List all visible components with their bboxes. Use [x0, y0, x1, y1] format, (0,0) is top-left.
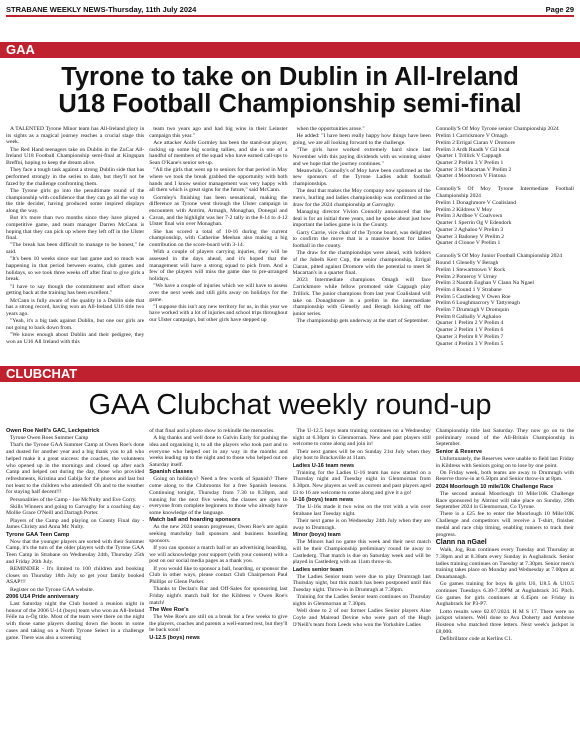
fixture-list — [436, 260, 574, 347]
paragraph: With a couple of players carrying injuries, they will be assessed in the days ahead, and it's hoped that the management will have a strong squad to pick from. And a few of the players will miss the game due to pre-arranged holidays. — [149, 249, 288, 282]
paragraph: The second annual Moorlough 10 Mile/10K Challenge Race sponsored by Abtrust will take place on Sunday, 29th September 2024 in Glenmornan, Co Tyrone. — [435, 490, 574, 511]
page-number: Page 29 — [545, 4, 574, 14]
gaa-section-label: GAA — [6, 42, 35, 57]
fixture-line: Round 1 Glenelly V Beragh — [435, 260, 499, 267]
paragraph: Register on the Tyrone GAA website. — [10, 586, 95, 593]
clubchat-section-label: CLUBCHAT — [6, 366, 78, 381]
fixture-line: Prelim 2 Errigal Ciaran V Dromore — [435, 139, 515, 146]
paragraph: Meanwhile, Connolly's of Moy have been confirmed as the new sponsors of the Tyrone Ladies adult football championships. — [292, 167, 431, 188]
paragraph: Walk, Jog, Run continues every Tuesday and Thursday at 7.30pm and at 8.30am every Sunday in Aughabrack. Senior ladies training continues on Tuesday at 7.30pm. Senior men's training takes place on Monday and Wednesday at 7.00pm at Dunamanagh. — [435, 547, 574, 581]
subheading: Minor (boys) team — [292, 532, 341, 539]
gaa-column-1 — [6, 126, 144, 362]
paragraph: The deal that makes the Moy company now sponsors of the men's, hurling and ladies championship was confirmed at the draw for the 2024 championship at Garvaghy. — [292, 188, 431, 208]
fixture-line: Prelim 2 Pomeroy V Urney — [435, 273, 498, 280]
fixture-line: Quarter 3 Badoney V Prelim 2 — [435, 233, 505, 240]
clubchat-section-band — [0, 366, 580, 382]
paragraph: Their next games will be on Sunday 21st July when they play host to Brackaville at 11am. — [292, 448, 431, 462]
paragraph: That's the Tyrone GAA Summer Camp at Owen Roe's done and dusted for another year and a big thank you to all who helped make it a great success: the coaches, the volunteers who opened up in the mornings and closed up after each Camp and helped out during the day, those who provided refreshments, Kristina and Gabija for the photos and last but not least to the children who attended! Oh and to the weather for staying half decent!!! — [6, 442, 145, 496]
paragraph: "I suppose this isn't any new territory for us, in this year we have worked with a lot of injuries and school trips throughout our Ulster campaign, but other girls have stepped up — [149, 303, 288, 324]
fixture-line: Quarter 1 Sperrin Og V Edendork — [435, 220, 512, 227]
fixture-line: Prelim 8 Galbally V Aghaloo — [435, 313, 502, 320]
subheading: Senior & Reserve — [435, 448, 483, 455]
paragraph: A TALENTED Tyrone Minor team has All-Ireland glory in its sights as a magical journey reaches a crucial stage this week. — [6, 126, 145, 146]
paragraph: Go games training for boys & girls U6, U8.5 & U10.5 continues Tuesdays 6.30-7.30PM at Aughabrack 3G Pitch. Go games for girls continues at 6.45pm on Friday in Aughabrack for P3-P7. — [435, 581, 574, 608]
paragraph: "I have to say though the commitment and effort since getting back at the training has been excellent." — [6, 283, 145, 297]
gaa-column-2 — [149, 126, 287, 362]
paragraph: Going on holidays? Need a few words of Spanish? There come along to the Clubrooms for a free Spanish lessons. Continuing tonight, Thursday from 7.30 to 8.30pm, and running for the next five weeks, the classes are open to everyone from complete beginners to those who already have some knowledge of the language. — [149, 476, 288, 516]
paragraph: Lotto results were 02.07/2024. H M S 17. There were no jackpot winners. Well done to Ava Doherty and Ambrose Hosteon who matched three letters. Next week's jackpot is £8,000. — [435, 608, 574, 635]
paragraph: Last Saturday night the Club hosted a reunion night in honour of the 2006 U-14 (boys) team who won an All-Ireland Féile na n-Óg title. Most of the team were there on the night with those same players dusting down the boots in some cases and taking on a North Tyrone Select in a challenge game. There was also a screening — [6, 601, 145, 641]
fixture-list — [436, 133, 574, 180]
paragraph: Skills Winners and going to Garvaghy for a coaching day - Mollie Grace O'Neill and Darragh Porter. — [6, 503, 145, 517]
gaa-column-4-fixtures — [436, 126, 574, 362]
paragraph: Tyrone Owen Roes Summer Camp — [10, 435, 89, 442]
masthead-title: STRABANE WEEKLY NEWS-Thursday, 11th July 2024 — [6, 4, 197, 14]
fixture-list — [436, 200, 574, 247]
fixture-line: Prelim 2 Kildress V Moy — [435, 206, 493, 213]
paragraph: The draw for the championships were ahead, with holders of the Jubelh Kerr Cup, the senior championship, Errigal Ciaran, pitted against Dromore with the potential to meet St Macartan's in a quarter final. — [292, 250, 431, 277]
paragraph: But it's more than two months since they have played a competitive game, and team manager Darren McCann is hoping that they can pick up where they left off in the Ulster final. — [6, 215, 145, 242]
paragraph: The Ladies Senior team were due to play Drumragh last Thursday night, but this match has been postponed until this Tuesday night. Throw-in in Drumragh at 7.30pm. — [292, 573, 431, 594]
clubchat-column-4 — [436, 428, 574, 733]
paragraph: Championship title last Saturday. They now go on to the preliminary round of the All-Britain Championship in September. — [435, 428, 574, 448]
paragraph: Defibrillator code at Kerlins C1. — [439, 635, 513, 642]
fixture-line: Quarter 1 Trillick V Cappagh — [435, 153, 502, 160]
paragraph: The U-12.5 boys team training continues on a Wednesday night at 6.30pm in Glenmornan. New and past players still welcome to come along and join in! — [292, 428, 431, 448]
fixture-line: Prelim 7 Drumragh V Dromquin — [435, 307, 509, 314]
subheading: Ladies U-16 team news — [292, 462, 355, 469]
fixture-line: Prelim 1 Carrickmore V Omagh — [435, 133, 508, 140]
paragraph: McCann is fully aware of the quality in a Dublin side that has a strong record, having won an All-Ireland U16 title two years ago. — [6, 297, 145, 317]
fixture-line: Quarter 4 Moortown V Fintona — [435, 173, 506, 180]
paragraph: Personalities of the Camp - Joe McNulty and Eve Corry. — [10, 496, 137, 503]
fixture-line: Prelim 6 Loughmacrory V Tattyreagh — [435, 300, 520, 307]
gaa-headline-line2: U18 Football Championship semi-final — [58, 90, 522, 118]
paragraph: As the new 2024 season progresses, Owen Roe's are again seeking matchday ball sponsors and business hoarding sponsors. — [149, 524, 288, 544]
fixture-line: Quarter 2 Prelim 1 V Prelim 6 — [435, 327, 504, 334]
gaa-headline-line1: Tyrone to take on Dublin in All-Ireland — [61, 63, 519, 91]
paragraph: "The break has been difficult to manage to be honest," he said. — [6, 242, 145, 256]
paragraph: "It's been 10 weeks since our last game and so much was happening in that period between exams, club games and holidays, so we took three weeks off after final to give girls a break. — [6, 256, 145, 283]
paragraph: Players of the Camp and playing on County Final day - James Christy and Anna Mc Nulty. — [6, 517, 145, 531]
gaa-section-band — [0, 42, 580, 58]
paragraph: She has scored a total of 10-16 during the current championship, with Catherine Meehan also making a big contribution on the score-board with 3-14. — [149, 228, 288, 248]
fixture-line: Prelim 5 Castlederg V Owen Roe — [435, 293, 511, 300]
paragraph: The Minors had no game this week and their next match will be their Championship preliminary round tie away to Castlederg. That match is due on Saturday week and will be played in Castlederg with an 11am throw-in. — [292, 539, 431, 566]
paragraph: The Wee Roe's are still on a break for a few weeks to give the players, coaches and parents a well-earned rest, but they'll be back soon! — [149, 613, 288, 634]
paragraph: Garry Carrie, vice chair of the Tyrone board, was delighted to confirm the move that is a massive boost for ladies football in the county. — [292, 229, 431, 249]
subheading: 2024 Moorlough 10 mile/10k Challenge Race — [435, 483, 554, 490]
gaa-column-3 — [293, 126, 431, 362]
paragraph: Training for the Ladies U-16 team has now started on a Thursday night and Tuesday night in Glenmornan from 6.30pm. New players as well as current and past players aged 13 to 16 are welcome to come along and give it a go! — [292, 469, 431, 496]
masthead-rule — [6, 15, 574, 17]
clubchat-article — [6, 428, 574, 733]
subheading: U-16 (boys) team news — [292, 497, 354, 504]
paragraph: "All the girls that went up to seniors for that period in May where we took the break grabbed the opportunity with both hands and I know senior management was very happy with all them which is great signs for the future," said McCann. — [149, 167, 288, 194]
clubchat-column-2 — [149, 428, 287, 733]
paragraph: Gormley's finishing has been sensational, making the difference as Tyrone went through the Ulster campaign in encounters with Antrim, Armagh, Monaghan, Donegal and Cavan, and the highlight was her 7-2 tally in the 8-14 to 4-12 Ulster final win over Monaghan. — [149, 194, 288, 228]
paragraph: There is a £25 fee to enter the Moorlough 10 Mile/10K Challenge and competitors will receive a T-shirt, finisher medal and race chip timing, enabling runners to track their progress. — [435, 511, 574, 538]
paragraph: On Friday week, both teams are away to Drumragh with Reserve throw-in at 6.50pm and Senior throw-in at 8pm. — [435, 469, 574, 483]
fixture-line: Quarter 3 Prelim 8 V Prelim 7 — [435, 333, 504, 340]
fixture-line: Quarter 4 Prelim 3 V Prelim 5 — [435, 340, 504, 347]
paragraph: Well done to 2 of our former Ladies Senior players Aine Coyle and Mairead Devine who were part of the Hugh O'Neill's team from Leeds who won the Yorkshire Ladies — [292, 608, 431, 628]
paragraph: The Red Hand teenagers take on Dublin in the ZuCar All-Ireland U18 Football Championship semi-final at Kingspan Breffni, hoping to keep the dream alive. — [6, 146, 145, 167]
subheading: Match ball and hoarding sponsors — [149, 517, 241, 524]
fixture-line: Prelim 1 Donaghmore V Coalisland — [435, 200, 517, 207]
club-heading: Clann na nGael — [435, 538, 487, 546]
paragraph: "The girls have worked extremely hard since last November with this paying dividends with us winning ulster and we hope that the journey continues." — [292, 147, 431, 167]
paragraph: Thanks to Declan's Bar and Off-Sales for sponsoring last Friday night's match ball for the Kildress v Owen Roe's match! — [149, 586, 288, 606]
fixture-line: Quarter 1 Prelim 2 V Prelim 4 — [435, 320, 504, 327]
subheading: Tyrone GAA Teen Camp — [6, 531, 70, 538]
masthead — [6, 2, 574, 16]
subheading: Spanish classes — [149, 469, 193, 476]
gaa-headline — [0, 64, 580, 118]
clubchat-headline: GAA Clubchat weekly round-up — [88, 389, 492, 421]
paragraph: They face a tough task against a strong Dublin side that has performed strongly in the series to date, but they'll not be fazed by the challenge confronting them. — [6, 167, 145, 187]
paragraph: Training for the Ladies Senior team continues on Thursday nights in Glenmornan at 7.30pm. — [292, 594, 431, 608]
subheading: U-12.5 (boys) news — [149, 634, 200, 641]
paragraph: REMINDER - It's limited to 100 children and booking closes on Thursday 18th July so get your family booked ASAP!!! — [6, 566, 145, 586]
paragraph: The U-16s made it two wins on the trot with a win over Strabane last Tuesday night. — [292, 504, 431, 517]
fixture-line: Prelim 4 Round 1 V Strabane — [435, 286, 502, 293]
paragraph: Now that the younger players are sorted with their Summer Camp, it's the turn of the older players with the Tyrone GAA Teen Camp in Strabane on Wednesday 24th, Thursday 25th and Friday 26th July. — [6, 538, 145, 565]
paragraph: "We have a couple of injuries which we will have to assess over the next week and still girls away on holidays for the game. — [149, 283, 288, 303]
paragraph: The Tyrone girls go into the penultimate round of the championship with confidence that they can go all the way to the title decider, having produced some inspired displays along the way. — [6, 187, 145, 214]
fixture-line: Quarter 3 St Macartan V Prelim 2 — [435, 166, 512, 173]
fixture-line: Quarter 4 Clonoe V Prelim 1 — [435, 240, 501, 247]
fixture-group-title: Connolly'S Of Moy Junior Football Championship 2024 — [435, 252, 563, 259]
subheading: 2006 U14 Pride anniversary — [6, 593, 79, 600]
subheading: Ladies senior team — [292, 566, 344, 573]
paragraph: If you can sponsor a match ball or an advertising hoarding, we will acknowledge your support (with your consent) with a post on our social media pages as a thank you. — [149, 544, 288, 565]
subheading: Owen Roe Neill's GAC, Leckpatrick — [6, 428, 100, 434]
paragraph: when the opportunities arose." — [296, 126, 365, 132]
gaa-article — [6, 126, 574, 362]
paragraph: of that final and a photo show to rekindle the memories. — [149, 428, 275, 434]
paragraph: Their next game is on Wednesday 24th July when they are away to Drumragh. — [292, 518, 431, 531]
fixture-line: Prelim 3 Ardh Ruadh V Gil local — [435, 146, 510, 153]
paragraph: Unfortunately, the Reserves were unable to field last Friday in Kildress with Seniors going on to lose by one point. — [435, 455, 574, 469]
fixture-line: Prelim 3 Naomh Eoghan V Clann Na Ngael — [435, 280, 534, 287]
clubchat-column-3 — [293, 428, 431, 733]
clubchat-column-1 — [6, 428, 144, 733]
paragraph: Managing director Vivion Connolly announced that the deal is for an initial three years, and he spoke about just how important the ladies game is in the County. — [292, 208, 431, 229]
paragraph: He added: "I have been really happy how things have been going, we are all looking forward to the challenge. — [292, 133, 431, 146]
paragraph: "We know enough about Dublin and their pedigree, they won an U16 All Ireland with this — [6, 332, 145, 345]
subheading: The Wee Roe's — [149, 606, 189, 613]
fixture-line: Quarter 2 Aghaloo V Prelim 3 — [435, 226, 504, 233]
paragraph: A big thanks and well done to Galvin Early for pushing the idea and organising it, to all the players who took part and to everyone who helped out in any way in the months and weeks leading up to the night and to those who helped out on Saturday itself. — [149, 435, 288, 469]
paragraph: 2023 Intermediate champions Omagh will face Carrickmore while fellow promoted side Cappagh play Trillick. The junior champions from last year Coalisland will take on Donaghmore in a prelim in the intermediate championship with Glenelly and Beragh kicking off the junior series. — [292, 277, 431, 317]
fixture-line: Prelim 3 Ardboe V Coalvown — [435, 213, 503, 220]
fixture-group-title: Connolly'S Of Moy Tyrone senior Championship 2024 — [435, 126, 559, 132]
paragraph: team two years ago and had big wins in their Leinster campaign this year." — [149, 126, 288, 139]
paragraph: "Yeah, it's a big task against Dublin, but one our girls are not going to back down from. — [6, 318, 145, 331]
paragraph: The championship gets underway at the start of September. — [296, 318, 430, 325]
fixture-line: Prelim 1 Stewartstown V Rock — [435, 266, 506, 273]
fixture-line: Quarter 2 Prelim 3 V Prelim 1 — [435, 160, 504, 167]
paragraph: Ace attacker Aoife Gormley has been the stand-out player, racking up some big scoring tallies, and she is one of a handful of members of the squad who have earned call-ups to Sean O'Kane's senior set-up. — [149, 139, 288, 167]
paragraph: If you would like to sponsor a ball, hoarding, or sponsor the Club in other ways, please contact Club Chairperson Paul Phillips or Glenn Parker. — [149, 565, 288, 585]
fixture-group-title: Connolly'S Of Moy Tyrone Intermediate Football Championship 2024 — [435, 186, 574, 199]
